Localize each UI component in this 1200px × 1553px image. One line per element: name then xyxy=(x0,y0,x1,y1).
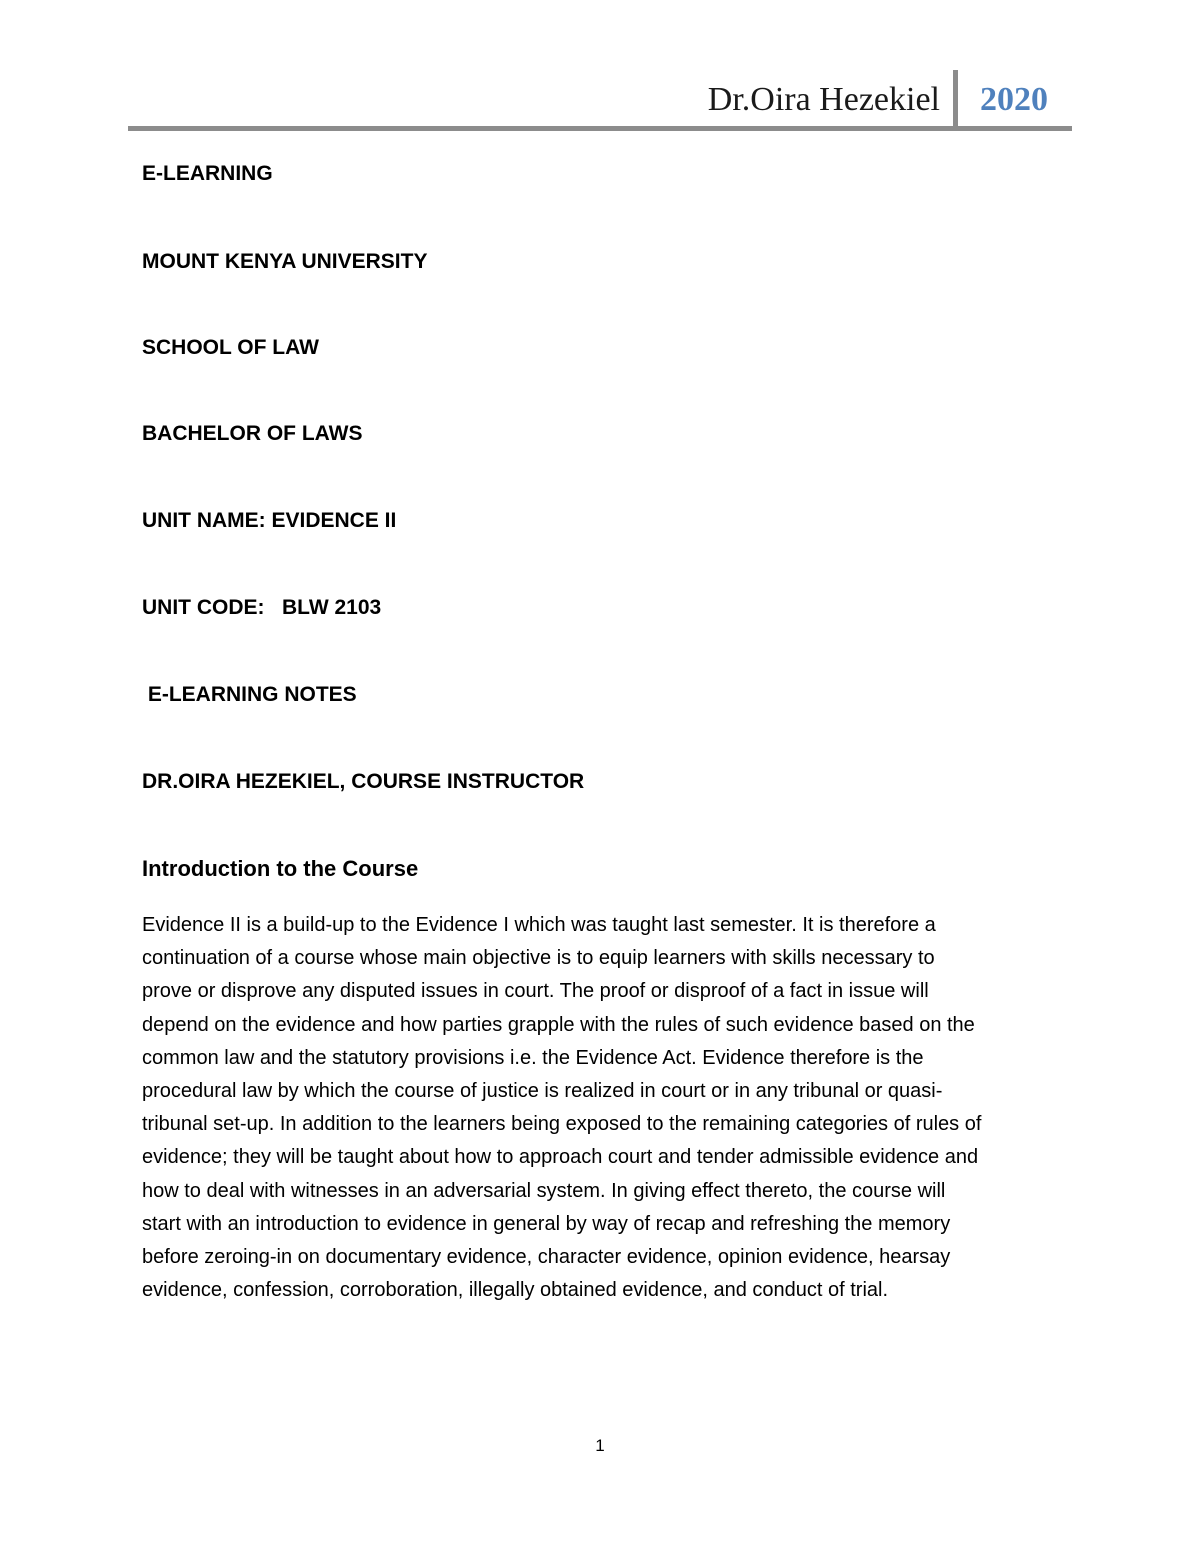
body-paragraph xyxy=(142,909,1072,1307)
body-line: before zeroing-in on documentary evidence, character evidence, opinion evidence, hearsay xyxy=(142,1245,951,1268)
body-line: start with an introduction to evidence in general by way of recap and refreshing the memory xyxy=(142,1212,951,1235)
section-heading: Introduction to the Course xyxy=(142,856,419,881)
body-line: tribunal set-up. In addition to the learners being exposed to the remaining categories of rules of xyxy=(142,1113,982,1136)
title-unit-name: UNIT NAME: EVIDENCE II xyxy=(142,509,397,532)
body-line: common law and the statutory provisions i.e. the Evidence Act. Evidence therefore is the xyxy=(142,1046,924,1069)
header-author: Dr.Oira Hezekiel xyxy=(707,81,940,118)
body-line: continuation of a course whose main objective is to equip learners with skills necessary to xyxy=(142,947,935,970)
header-year: 2020 xyxy=(980,81,1048,118)
header-divider xyxy=(953,70,958,128)
body-line: depend on the evidence and how parties grapple with the rules of such evidence based on the xyxy=(142,1013,975,1036)
body-line: how to deal with witnesses in an adversarial system. In giving effect thereto, the course will xyxy=(142,1179,946,1202)
title-instructor: DR.OIRA HEZEKIEL, COURSE INSTRUCTOR xyxy=(142,770,585,793)
page-header xyxy=(128,66,1072,132)
title-degree: BACHELOR OF LAWS xyxy=(142,422,363,445)
title-school: SCHOOL OF LAW xyxy=(142,336,319,359)
header-rule xyxy=(128,126,1072,131)
body-line: prove or disprove any disputed issues in court. The proof or disproof of a fact in issue will xyxy=(142,980,929,1003)
body-line: evidence; they will be taught about how to approach court and tender admissible evidence and xyxy=(142,1146,979,1169)
title-elearning: E-LEARNING xyxy=(142,162,273,185)
title-notes: E-LEARNING NOTES xyxy=(142,683,357,706)
title-university: MOUNT KENYA UNIVERSITY xyxy=(142,250,428,273)
body-line: Evidence II is a build-up to the Evidence I which was taught last semester. It is therefore a xyxy=(142,914,936,936)
page-number: 1 xyxy=(595,1436,605,1455)
body-line: procedural law by which the course of justice is realized in court or in any tribunal or quasi- xyxy=(142,1079,943,1102)
title-unit-code: UNIT CODE: BLW 2103 xyxy=(142,596,382,619)
body-line: evidence, confession, corroboration, illegally obtained evidence, and conduct of trial. xyxy=(142,1279,889,1302)
